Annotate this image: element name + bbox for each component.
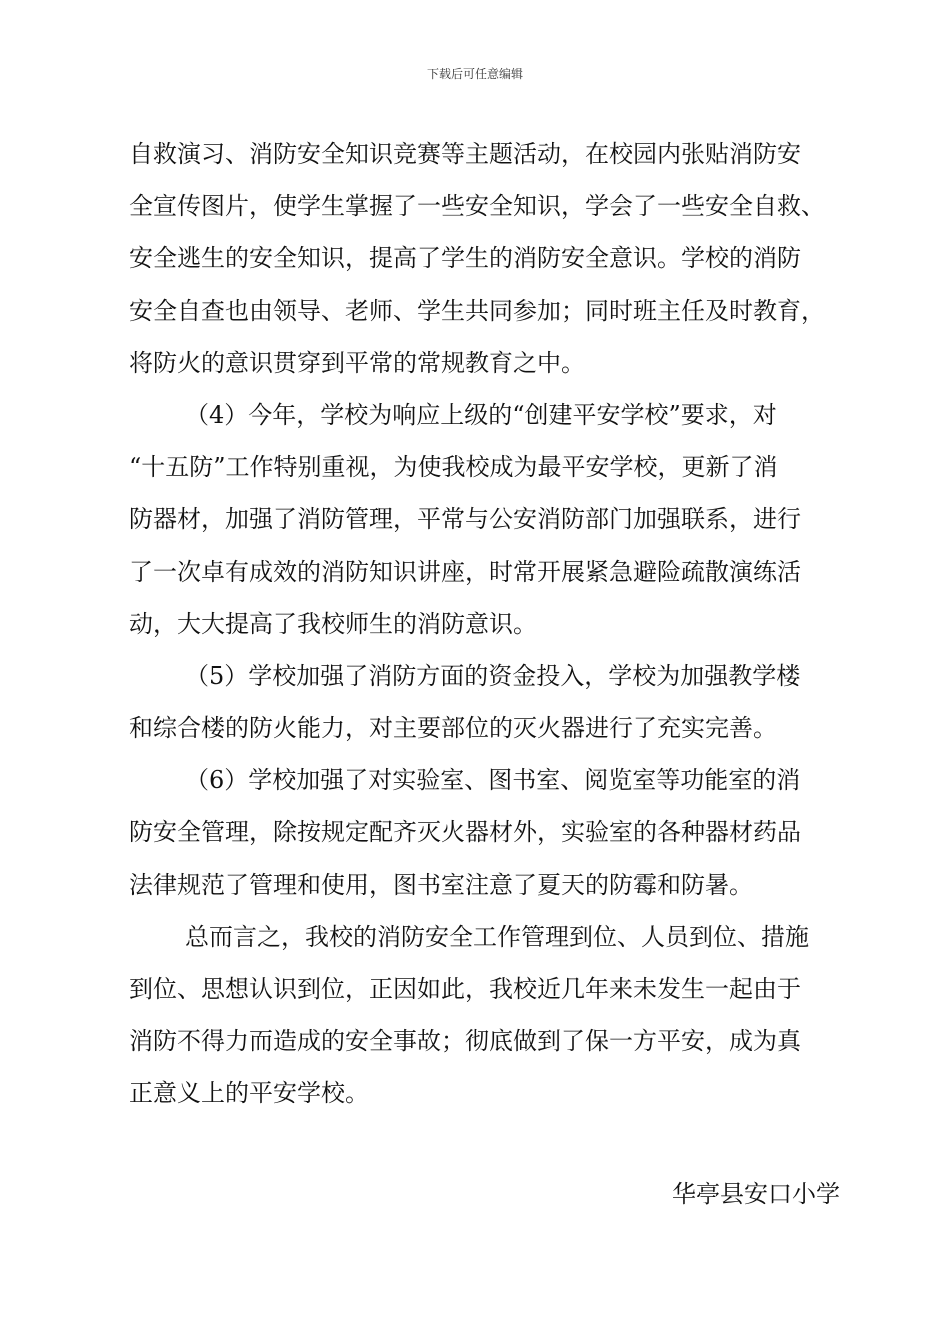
page-header: 下载后可任意编辑 [426,67,523,81]
text-line: 到位、思想认识到位，正因如此，我校近几年来未发生一起由于 [129,975,801,1003]
text-line: 消防不得力而造成的安全事故；彻底做到了保一方平安，成为真 [129,1027,801,1056]
paragraph-first-line: （4）今年，学校为响应上级的“创建平安学校”要求，对 [185,400,777,429]
text-line: 正意义上的平安学校。 [129,1079,369,1108]
text-line: 和综合楼的防火能力，对主要部位的灭火器进行了充实完善。 [129,714,777,743]
text-line: 全宣传图片，使学生掌握了一些安全知识，学会了一些安全自救、 [129,192,825,221]
text-line: 自救演习、消防安全知识竞赛等主题活动，在校园内张贴消防安 [129,140,801,168]
signature-school-name: 华亭县安口小学 [672,1180,840,1208]
text-line: 防安全管理，除按规定配齐灭火器材外，实验室的各种器材药品 [129,818,801,847]
text-line: 安全自查也由领导、老师、学生共同参加；同时班主任及时教育， [129,296,825,325]
text-line: 将防火的意识贯穿到平常的常规教育之中。 [129,348,585,377]
text-line: “十五防”工作特别重视，为使我校成为最平安学校，更新了消 [129,453,778,482]
body-text [129,128,859,1120]
text-line: 安全逃生的安全知识，提高了学生的消防安全意识。学校的消防 [129,244,801,273]
paragraph-first-line: 总而言之，我校的消防安全工作管理到位、人员到位、措施 [185,922,809,951]
text-line: 法律规范了管理和使用，图书室注意了夏天的防霉和防暑。 [129,870,753,899]
text-line: 防器材，加强了消防管理，平常与公安消防部门加强联系，进行 [129,505,801,534]
text-line: 动，大大提高了我校师生的消防意识。 [129,609,537,638]
text-line: 了一次卓有成效的消防知识讲座，时常开展紧急避险疏散演练活 [129,557,801,586]
paragraph-first-line: （5）学校加强了消防方面的资金投入，学校为加强教学楼 [185,661,801,690]
paragraph-first-line: （6）学校加强了对实验室、图书室、阅览室等功能室的消 [185,766,801,795]
